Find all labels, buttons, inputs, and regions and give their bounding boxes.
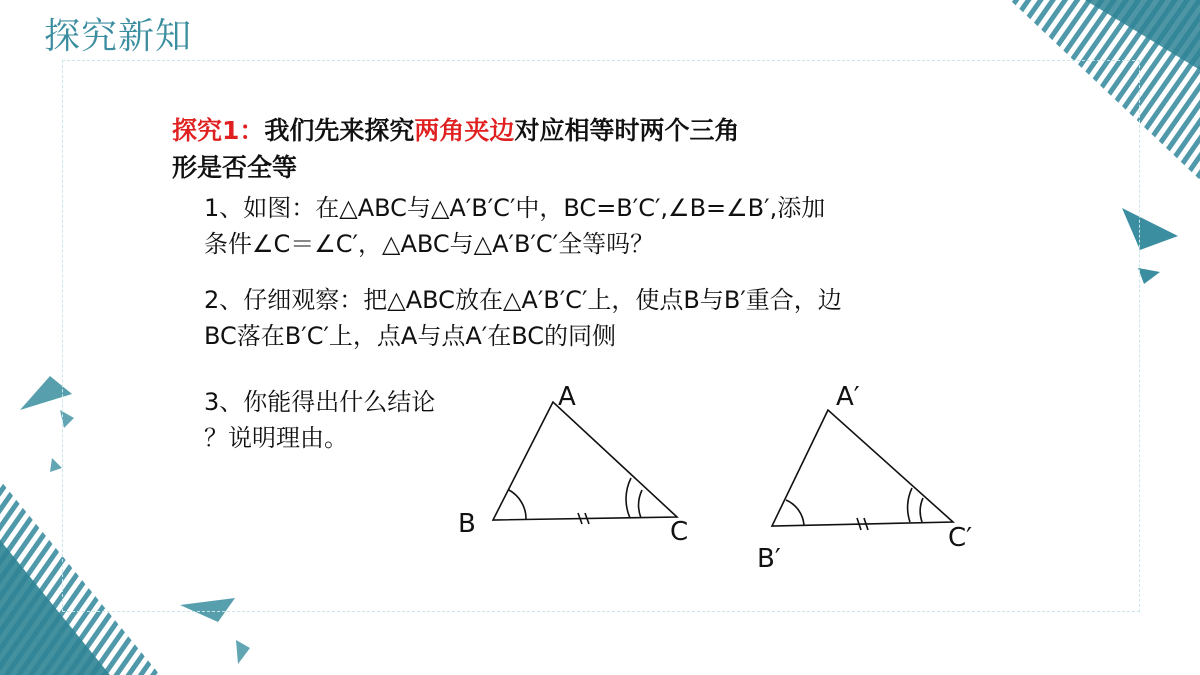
triangle-abc <box>493 402 677 524</box>
label-c: C <box>670 517 689 547</box>
triangle-prime-angle-c-arc-inner <box>920 498 923 522</box>
item-2-line-1: 2、仔细观察：把△ABC放在△A′B′C′上，使点B与B′重合，边 <box>204 286 842 314</box>
triangle-abc-angle-b-arc <box>509 490 526 519</box>
item-1-line-2: 条件∠C＝∠C′，△ABC与△A′B′C′全等吗？ <box>204 230 655 258</box>
label-c-prime: C′ <box>948 523 973 553</box>
label-a-prime: A′ <box>836 382 860 412</box>
triangle-prime-outline <box>772 410 953 526</box>
label-a: A <box>558 382 576 412</box>
item-2-line-2: BC落在B′C′上，点A与点A′在BC的同侧 <box>204 322 617 350</box>
label-b: B <box>458 509 476 539</box>
triangle-abc-angle-c-arc-outer <box>626 478 631 518</box>
heading-highlight: 两角夹边 <box>414 116 515 145</box>
item-1-line-1: 1、如图：在△ABC与△A′B′C′中，BC=B′C′,∠B=∠B′,添加 <box>204 194 826 222</box>
triangle-abc-angle-c-arc-inner <box>639 490 642 518</box>
heading-text-after-line2: 形是否全等 <box>172 153 298 182</box>
triangle-prime-angle-b-arc <box>786 500 804 525</box>
triangle-abc-outline <box>493 402 677 520</box>
triangle-prime-angle-c-arc-outer <box>908 488 912 522</box>
heading-prefix: 探究1： <box>172 116 265 145</box>
slide-title: 探究新知 <box>44 16 193 57</box>
label-b-prime: B′ <box>757 544 781 574</box>
triangle-a-prime-b-prime-c-prime <box>772 410 953 530</box>
heading-text-after-line1: 对应相等时两个三角 <box>514 116 740 145</box>
item-3-line-2: ？说明理由。 <box>204 424 348 452</box>
heading-text-before: 我们先来探究 <box>264 116 415 145</box>
item-3-line-1: 3、你能得出什么结论 <box>204 388 436 416</box>
